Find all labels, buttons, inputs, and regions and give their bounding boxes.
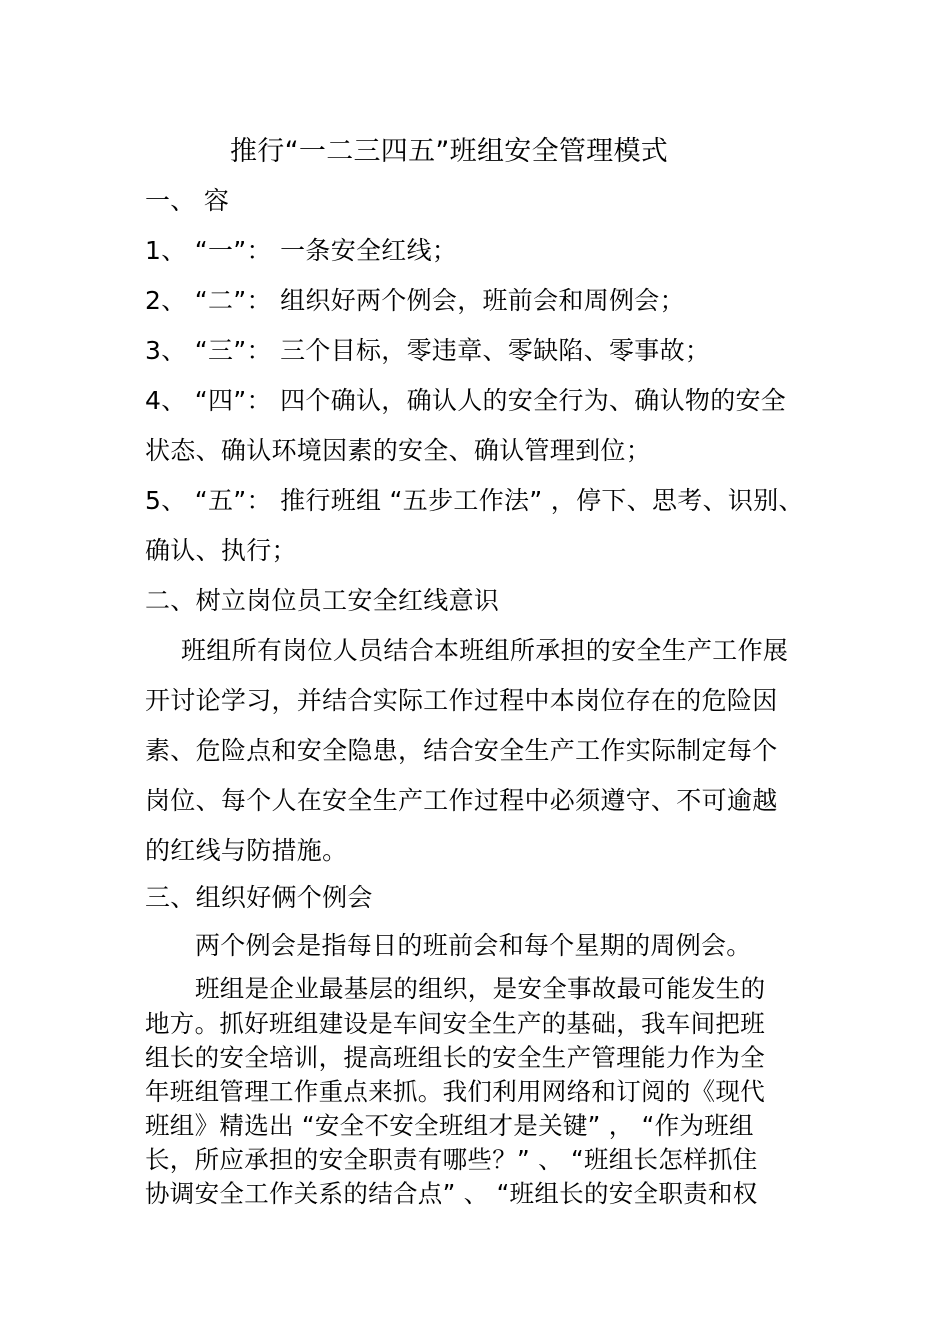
- paragraph-line: 素、危险点和安全隐患，结合安全生产工作实际制定每个: [145, 736, 778, 765]
- section-heading-1: 一、 容: [145, 186, 230, 215]
- paragraph-line: 协调安全工作关系的结合点” 、 “班组长的安全职责和权: [145, 1179, 758, 1208]
- section-heading-2: 二、树立岗位员工安全红线意识: [145, 586, 500, 615]
- list-item: 4、 “四”： 四个确认，确认人的安全行为、确认物的安全: [145, 386, 787, 415]
- paragraph-line: 岗位、每个人在安全生产工作过程中必须遵守、不可逾越: [145, 786, 778, 815]
- paragraph-line: 长，所应承担的安全职责有哪些？” 、 “班组长怎样抓住: [145, 1145, 758, 1174]
- paragraph-line: 组长的安全培训，提高班组长的安全生产管理能力作为全: [145, 1043, 765, 1072]
- section-heading-3: 三、组织好俩个例会: [145, 883, 373, 912]
- paragraph-line: 年班组管理工作重点来抓。我们利用网络和订阅的《现代: [145, 1077, 765, 1106]
- paragraph-line: 地方。抓好班组建设是车间安全生产的基础，我车间把班: [145, 1009, 765, 1038]
- paragraph-line: 班组所有岗位人员结合本班组所承担的安全生产工作展: [181, 636, 789, 665]
- paragraph-line: 两个例会是指每日的班前会和每个星期的周例会。: [195, 931, 752, 960]
- list-item: 5、 “五”： 推行班组 “五步工作法” ，停下、思考、识别、: [145, 486, 804, 515]
- list-item: 2、 “二”： 组织好两个例会，班前会和周例会；: [145, 286, 685, 315]
- list-item: 3、 “三”： 三个目标，零违章、零缺陷、零事故；: [145, 336, 711, 365]
- paragraph-line: 班组》精选出 “安全不安全班组才是关键” ， “作为班组: [145, 1111, 754, 1140]
- list-item: 1、 “一”： 一条安全红线；: [145, 236, 458, 265]
- paragraph-line: 的红线与防措施。: [145, 836, 348, 865]
- list-item-continuation: 状态、确认环境因素的安全、确认管理到位；: [145, 436, 652, 465]
- paragraph-line: 开讨论学习，并结合实际工作过程中本岗位存在的危险因: [145, 686, 778, 715]
- list-item-continuation: 确认、执行；: [145, 536, 297, 565]
- paragraph-line: 班组是企业最基层的组织，是安全事故最可能发生的: [195, 974, 766, 1003]
- document-title: 推行“一二三四五”班组安全管理模式: [230, 136, 669, 167]
